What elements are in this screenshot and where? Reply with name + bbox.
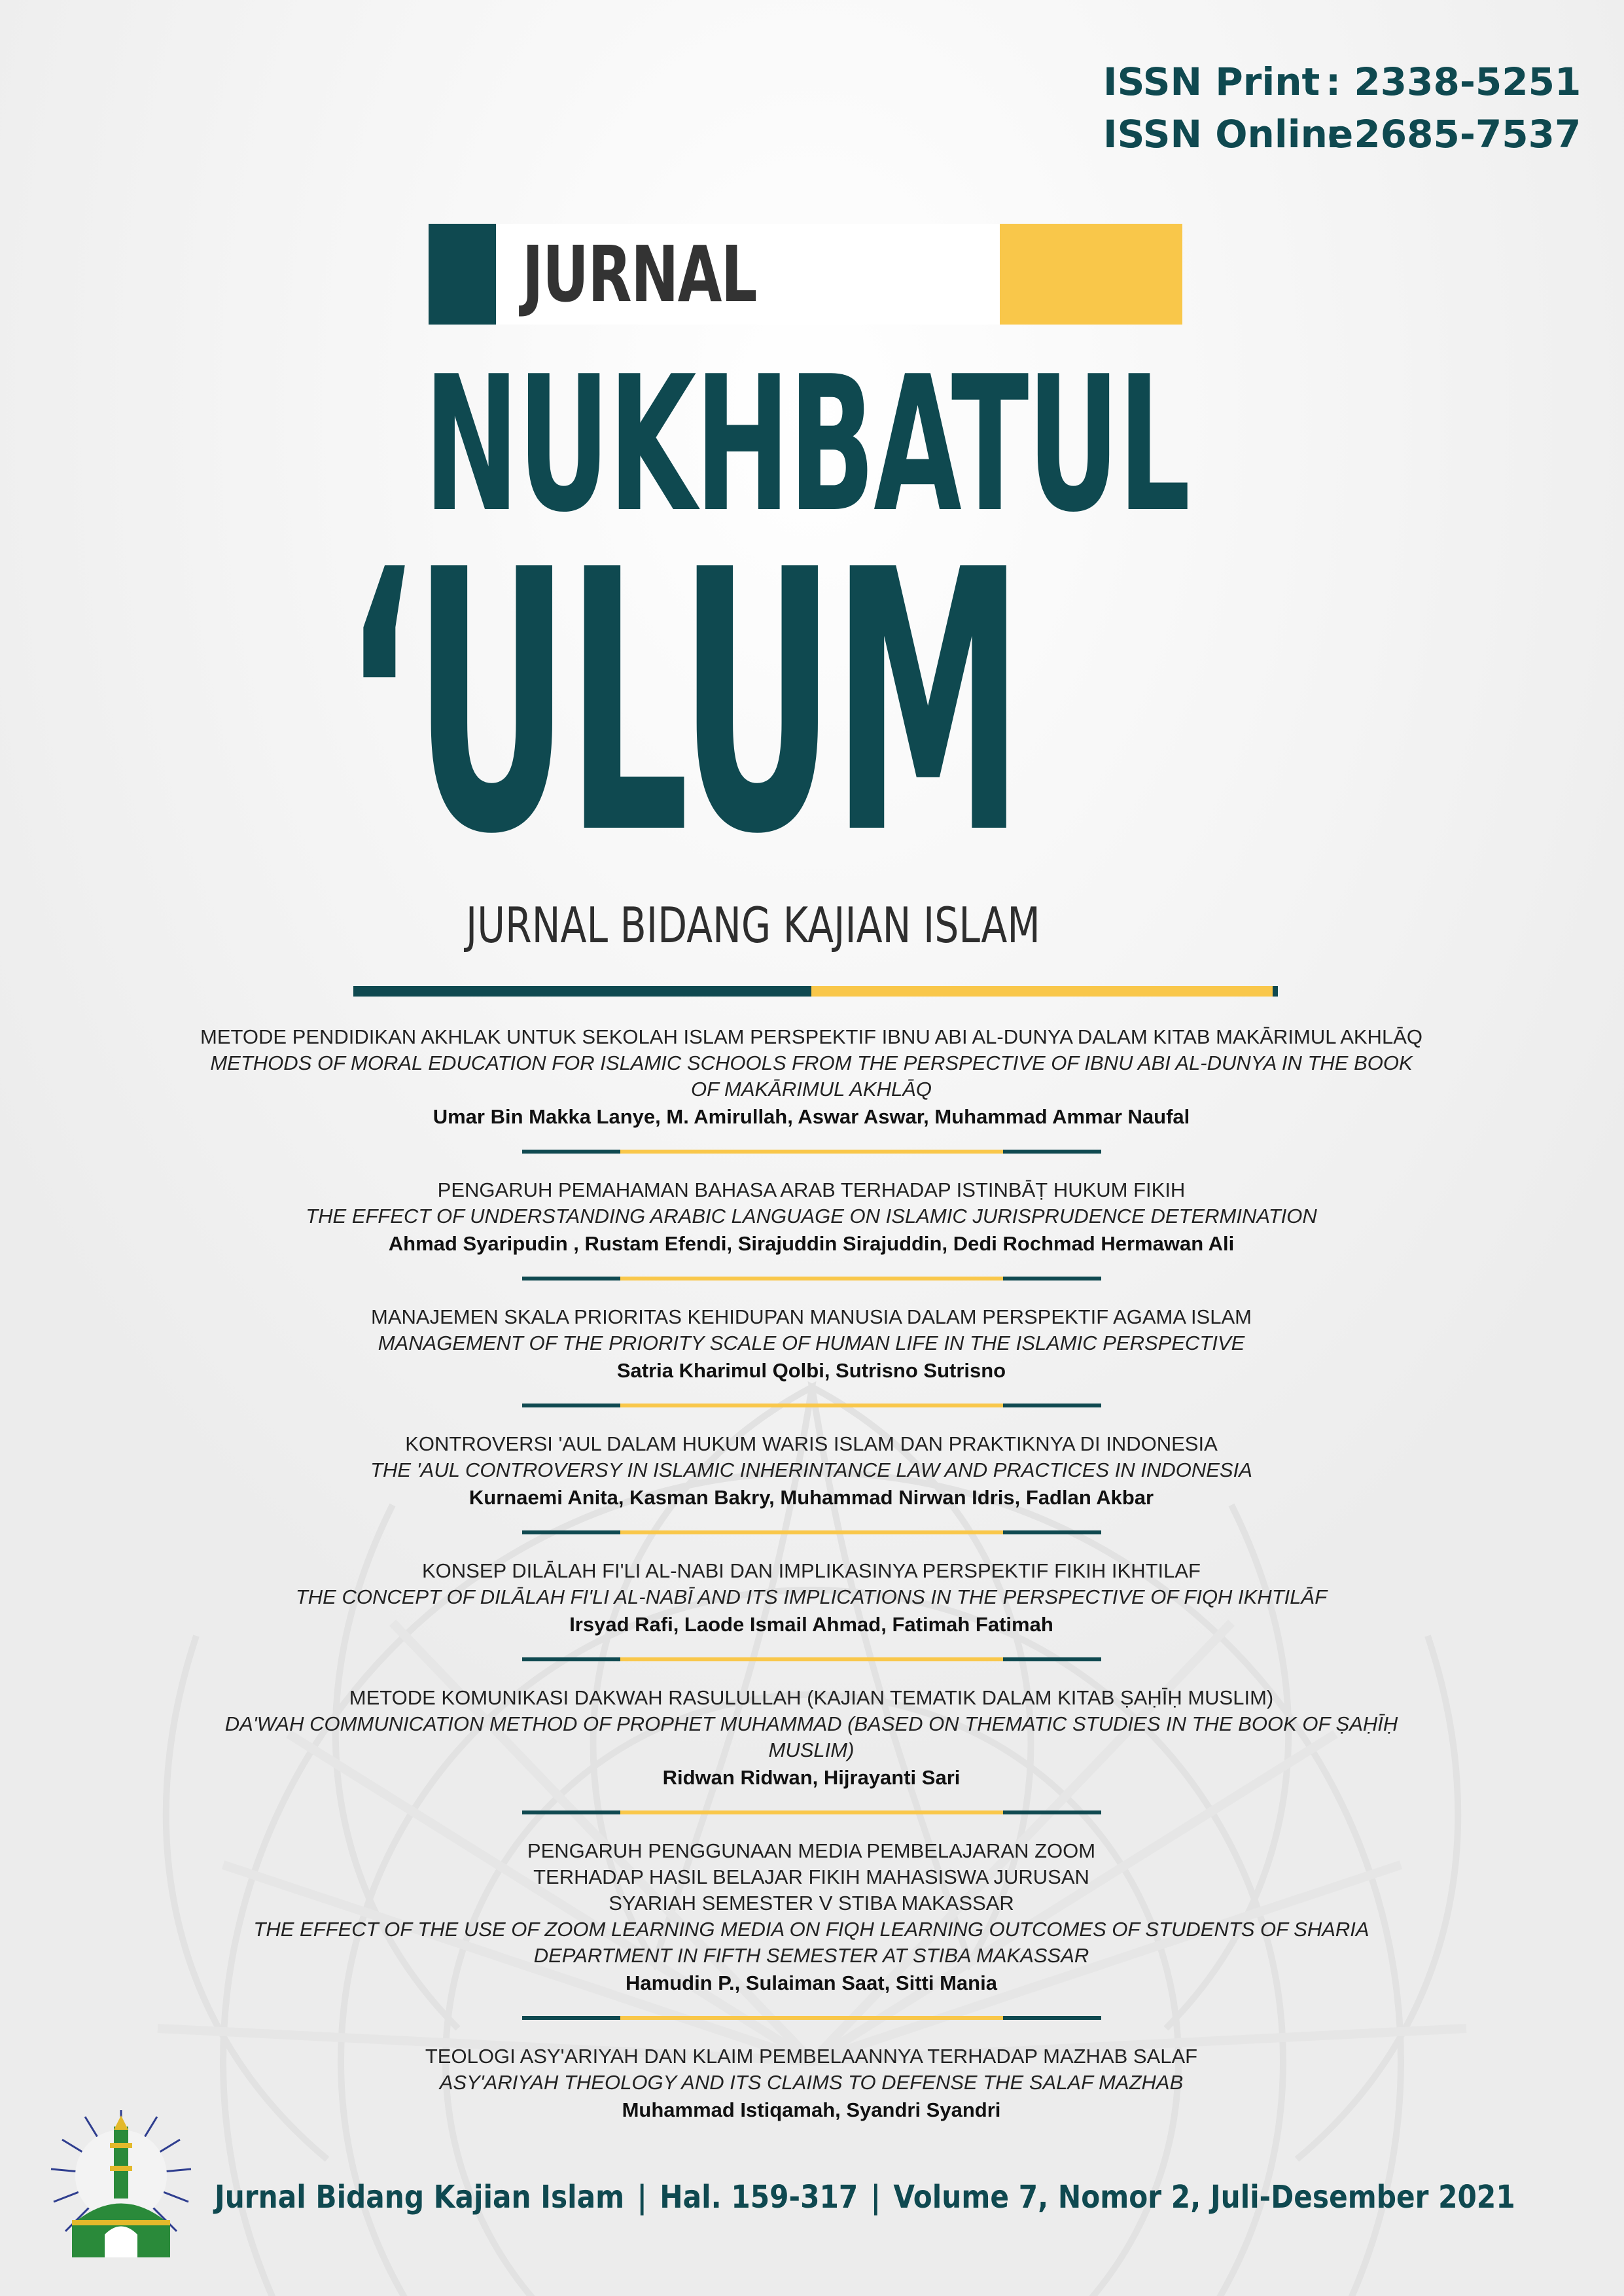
masthead-kicker-bar [429,224,1182,325]
article-title-en: METHODS OF MORAL EDUCATION FOR ISLAMIC SCHOOLS FROM THE PERSPECTIVE OF IBNU ABI AL-DUNYA IN THE BOOK OF MAKĀRIMUL AKHLĀQ [210,1051,1413,1101]
footer-info [215,2179,1515,2216]
masthead-title-line2: ‘ULUM [344,493,1021,913]
article-separator [522,1277,1101,1280]
article-authors: Irsyad Rafi, Laode Ismail Ahmad, Fatimah Fatimah [569,1613,1053,1636]
article-entry [105,1177,1518,1257]
article-separator [522,1657,1101,1661]
article-authors: Ridwan Ridwan, Hijrayanti Sari [662,1766,961,1789]
article-authors: Kurnaemi Anita, Kasman Bakry, Muhammad Nirwan Idris, Fadlan Akbar [468,1486,1154,1509]
article-title-id: PENGARUH PENGGUNAAN MEDIA PEMBELAJARAN ZOOM TERHADAP HASIL BELAJAR FIKIH MAHASISWA JURUSAN SYARIAH SEMESTER V STIBA MAKASSAR [527,1839,1096,1915]
article-title-id: METODE PENDIDIKAN AKHLAK UNTUK SEKOLAH ISLAM PERSPEKTIF IBNU ABI AL-DUNYA DALAM KITAB MAKĀRIMUL AKHLĀQ [200,1025,1422,1048]
article-authors: Ahmad Syaripudin , Rustam Efendi, Sirajuddin Sirajuddin, Dedi Rochmad Hermawan Ali [388,1232,1235,1255]
article-entry [105,2043,1518,2123]
article-separator [522,1150,1101,1154]
article-separator [522,2016,1101,2020]
footer-separator: | [870,2179,881,2216]
masthead-kicker: JURNAL [522,229,757,319]
article-authors: Muhammad Istiqamah, Syandri Syandri [622,2098,1001,2121]
article-title-en: THE CONCEPT OF DILĀLAH FI'LI AL-NABĪ AND ITS IMPLICATIONS IN THE PERSPECTIVE OF FIQH IKHTILĀF [295,1585,1328,1608]
article-title-en: THE EFFECT OF UNDERSTANDING ARABIC LANGUAGE ON ISLAMIC JURISPRUDENCE DETERMINATION [306,1205,1317,1227]
article-authors: Umar Bin Makka Lanye, M. Amirullah, Aswar Aswar, Muhammad Ammar Naufal [432,1105,1190,1128]
issn-block [1103,56,1581,160]
issn-print-label: ISSN Print [1103,60,1320,104]
article-title-id: KONSEP DILĀLAH FI'LI AL-NABI DAN IMPLIKASINYA PERSPEKTIF FIKIH IKHTILAF [421,1559,1201,1582]
article-entry [105,1558,1518,1638]
issn-online-label: ISSN Online [1103,112,1354,156]
masthead-subtitle: JURNAL BIDANG KAJIAN ISLAM [466,896,1040,954]
issn-online-value: : 2685-7537 [1326,112,1581,156]
footer-issue: Volume 7, Nomor 2, Juli-Desember 2021 [893,2179,1515,2216]
article-entry [105,1431,1518,1511]
article-entry [105,1685,1518,1791]
masthead-divider [353,986,1278,997]
article-title-id: PENGARUH PEMAHAMAN BAHASA ARAB TERHADAP ISTINBĀṬ HUKUM FIKIH [437,1178,1186,1201]
article-title-id: TEOLOGI ASY'ARIYAH DAN KLAIM PEMBELAANNYA TERHADAP MAZHAB SALAF [425,2045,1198,2068]
article-title-en: MANAGEMENT OF THE PRIORITY SCALE OF HUMAN LIFE IN THE ISLAMIC PERSPECTIVE [378,1332,1245,1354]
article-title-en: DA'WAH COMMUNICATION METHOD OF PROPHET MUHAMMAD (BASED ON THEMATIC STUDIES IN THE BOOK OF ṢAḤĪḤ MUSLIM) [224,1712,1398,1761]
article-title-id: METODE KOMUNIKASI DAKWAH RASULULLAH (KAJIAN TEMATIK DALAM KITAB ṢAḤĪḤ MUSLIM) [349,1686,1274,1709]
footer-separator: | [637,2179,647,2216]
article-authors: Satria Kharimul Qolbi, Sutrisno Sutrisno [616,1359,1006,1382]
article-separator [522,1810,1101,1814]
article-title-id: MANAJEMEN SKALA PRIORITAS KEHIDUPAN MANUSIA DALAM PERSPEKTIF AGAMA ISLAM [371,1305,1252,1328]
kicker-label-box [496,224,771,325]
article-separator [522,1530,1101,1534]
institution-logo [46,2104,196,2261]
article-title-en: ASY'ARIYAH THEOLOGY AND ITS CLAIMS TO DEFENSE THE SALAF MAZHAB [439,2071,1184,2094]
article-entry [105,1838,1518,1996]
article-entry [105,1024,1518,1130]
article-separator [522,1404,1101,1407]
article-entry [105,1304,1518,1384]
article-title-en: THE EFFECT OF THE USE OF ZOOM LEARNING MEDIA ON FIQH LEARNING OUTCOMES OF STUDENTS OF SHARIA DEPARTMENT IN FIFTH SEMESTER AT STIBA MAKASSAR [253,1918,1369,1967]
footer-journal: Jurnal Bidang Kajian Islam [215,2179,625,2216]
kicker-white-block [771,224,1000,325]
kicker-dark-block [429,224,496,325]
kicker-yellow-block [1000,224,1182,325]
article-title-id: KONTROVERSI 'AUL DALAM HUKUM WARIS ISLAM DAN PRAKTIKNYA DI INDONESIA [405,1432,1218,1455]
article-authors: Hamudin P., Sulaiman Saat, Sitti Mania [626,1971,997,1994]
footer-pages: Hal. 159-317 [660,2179,858,2216]
issn-print-value: : 2338-5251 [1326,60,1581,104]
masthead-title-line1: NUKHBATUL [424,336,1190,554]
table-of-contents [105,1024,1518,2123]
article-title-en: THE 'AUL CONTROVERSY IN ISLAMIC INHERINTANCE LAW AND PRACTICES IN INDONESIA [370,1458,1252,1481]
